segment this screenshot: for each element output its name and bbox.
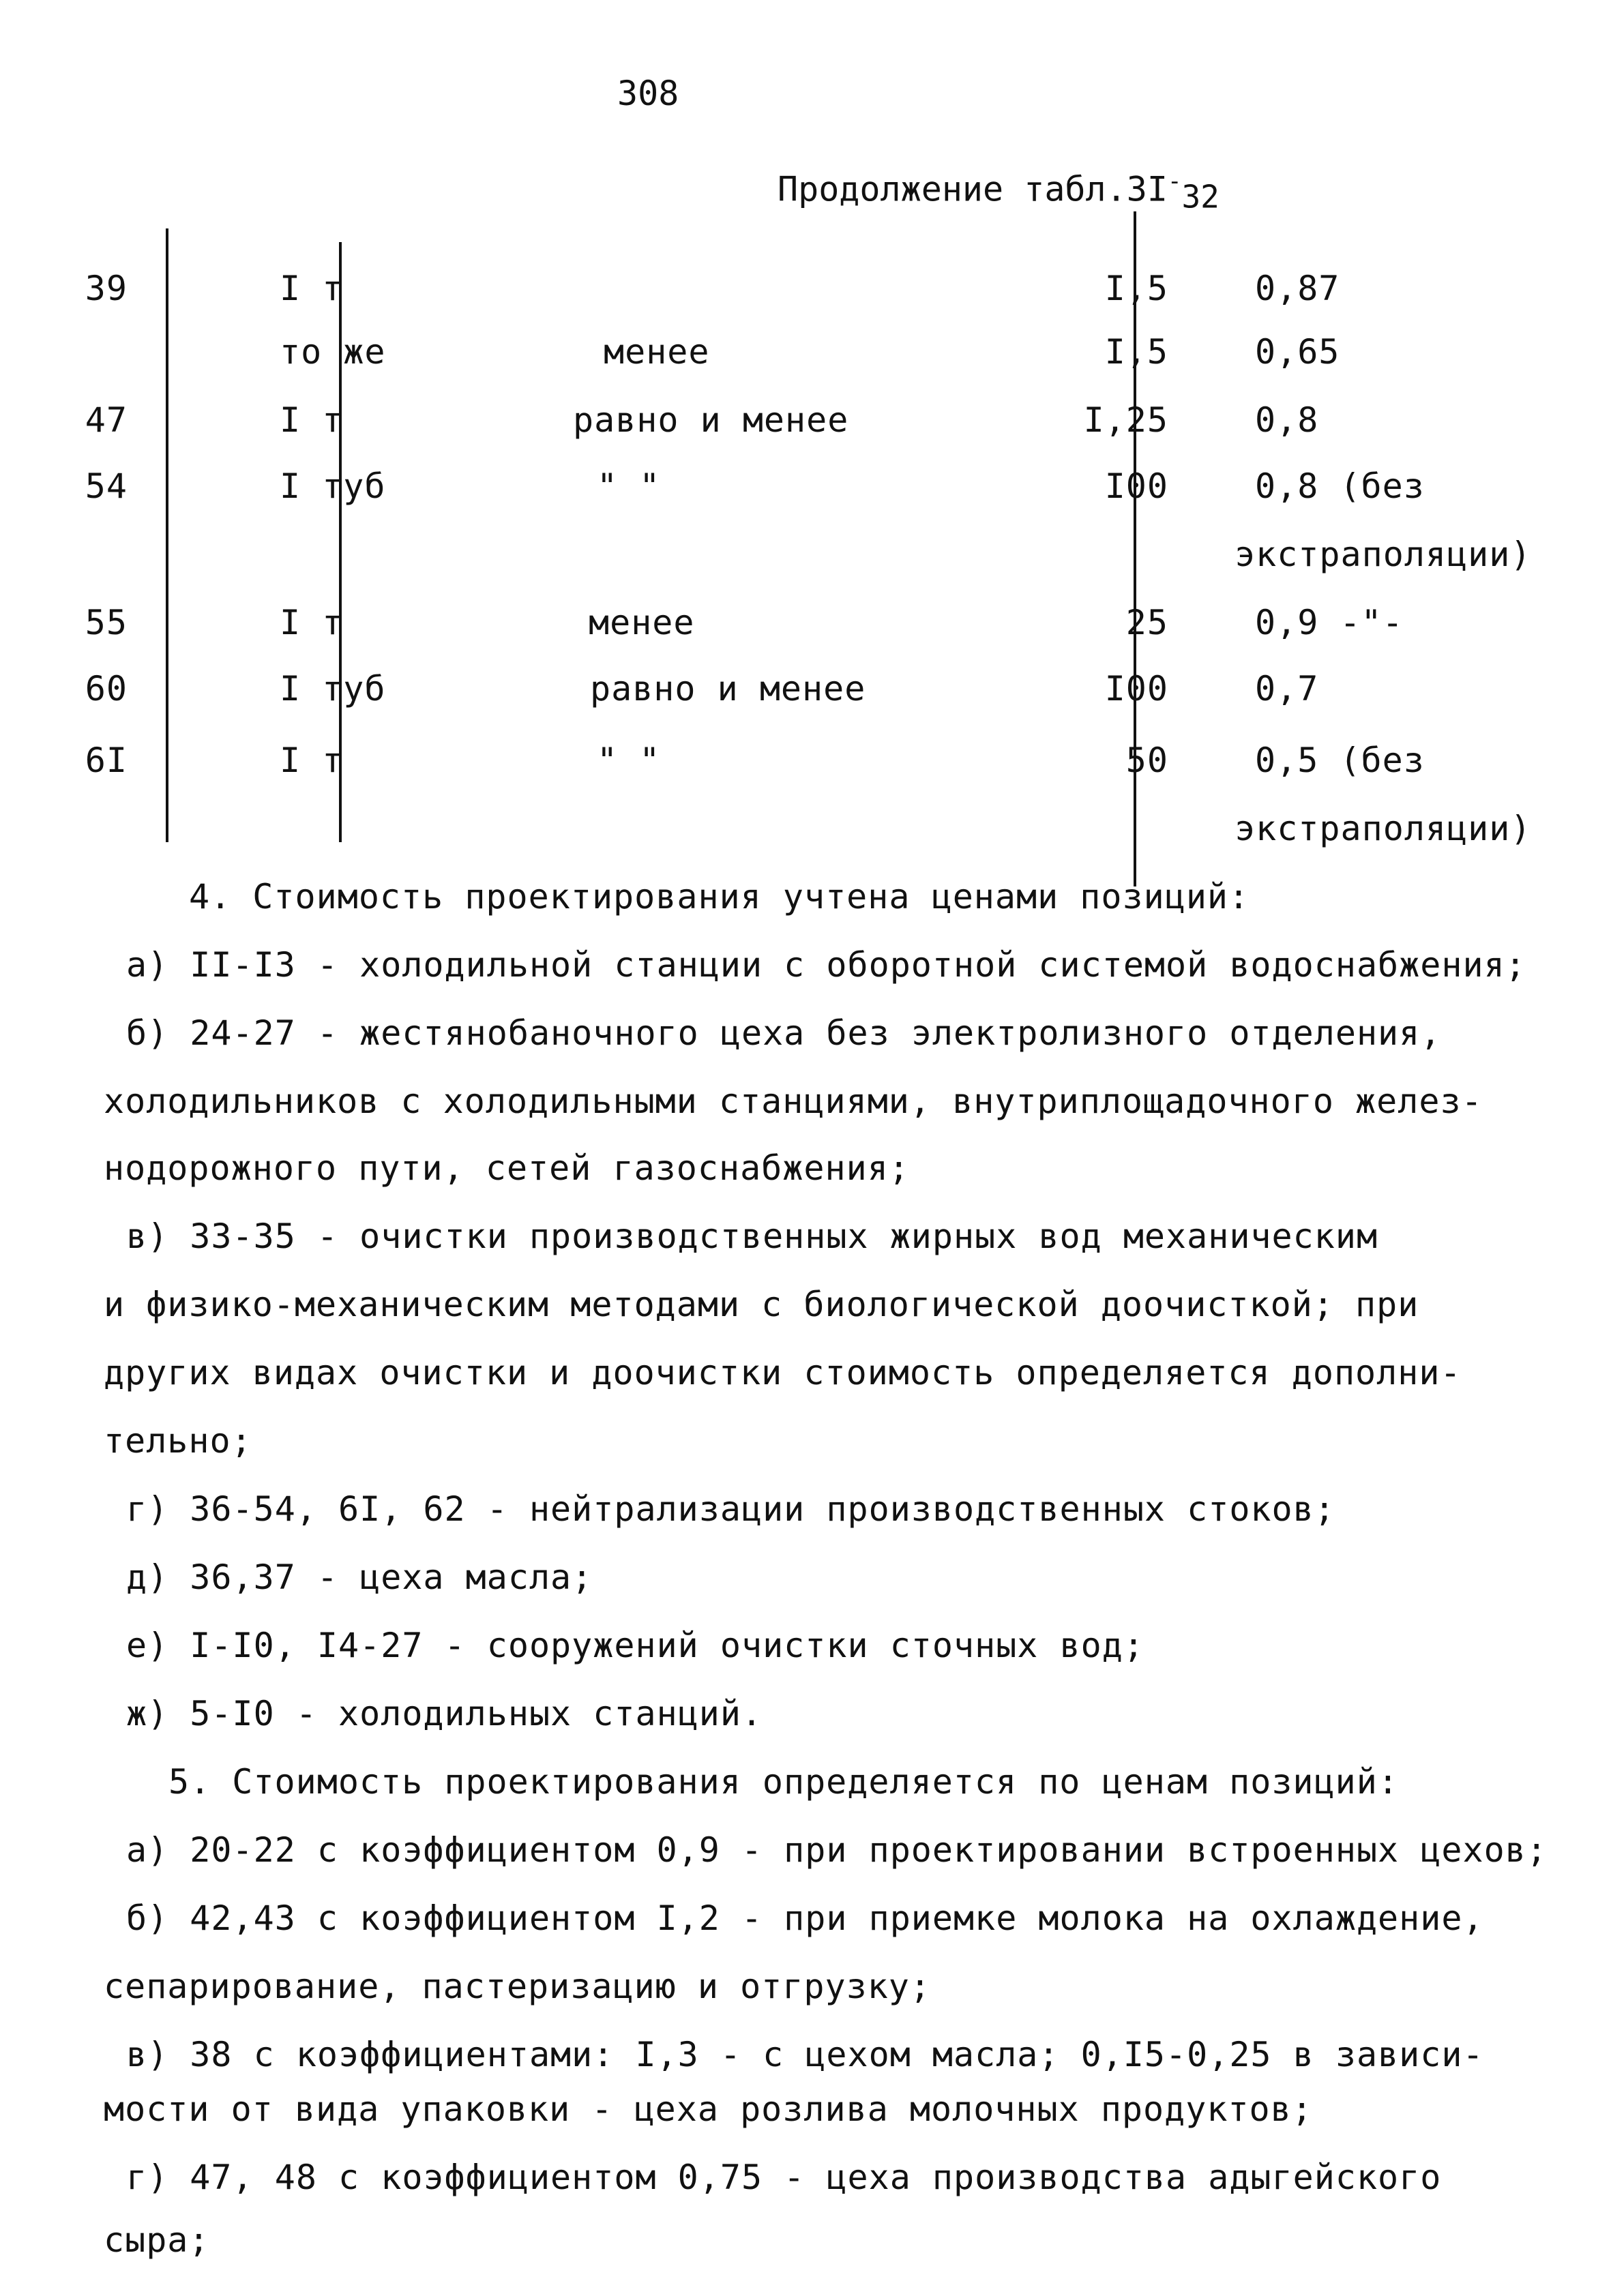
paragraph-line: б) 24-27 - жестянобаночного цеха без электролизного отделения,: [126, 1013, 1442, 1053]
row-condition: равно и менее: [590, 669, 866, 709]
row-value: I00: [1104, 466, 1168, 506]
paragraph-line: в) 38 с коэффициентами: I,3 - с цехом масла; 0,I5-0,25 в зависи-: [126, 2035, 1484, 2074]
caption-dash: -: [1167, 168, 1182, 195]
row-value: I00: [1104, 669, 1168, 709]
row-number: 39: [85, 269, 128, 308]
row-coefficient: 0,65: [1255, 332, 1340, 372]
page-number: 308: [617, 74, 679, 113]
row-unit: I туб: [280, 466, 386, 506]
caption-prefix: Продолжение табл.: [778, 169, 1127, 209]
row-coefficient: 0,87: [1255, 269, 1340, 308]
table-row: [72, 331, 1572, 372]
paragraph-line: б) 42,43 с коэффициентом I,2 - при приемке молока на охлаждение,: [126, 1898, 1484, 1938]
row-value: I,25: [1083, 400, 1168, 440]
paragraph-line: тельно;: [104, 1421, 252, 1461]
paragraph-line: г) 36-54, 6I, 62 - нейтрализации производственных стоков;: [126, 1489, 1335, 1529]
table-row: [72, 602, 1572, 643]
paragraph-line: 5. Стоимость проектирования определяется по ценам позиций:: [168, 1762, 1399, 1802]
paragraph-line: г) 47, 48 с коэффициентом 0,75 - цеха производства адыгейского: [126, 2158, 1442, 2197]
row-condition: " ": [597, 466, 661, 506]
row-coefficient: 0,8: [1255, 400, 1319, 440]
paragraph-line: и физико-механическим методами с биологической доочисткой; при: [104, 1285, 1419, 1324]
row-unit: I туб: [280, 669, 386, 709]
row-value: I,5: [1104, 269, 1168, 308]
paragraph-line: других видах очистки и доочистки стоимость определяется дополни-: [104, 1353, 1462, 1392]
row-coefficient: 0,9 -"-: [1255, 603, 1404, 642]
row-number: 60: [85, 669, 128, 709]
row-value: I,5: [1104, 332, 1168, 372]
row-condition: равно и менее: [573, 400, 849, 440]
caption-part2: 32: [1181, 178, 1220, 215]
row-number: 54: [85, 466, 128, 506]
table-row: [72, 268, 1572, 309]
paragraph-line: холодильников с холодильными станциями, внутриплощадочного желез-: [104, 1082, 1483, 1121]
paragraph-line: ж) 5-I0 - холодильных станций.: [126, 1694, 763, 1733]
table-row: [72, 808, 1572, 849]
row-value: 50: [1125, 741, 1168, 780]
row-coefficient: 0,8 (без: [1255, 466, 1425, 506]
table-caption: [778, 168, 1220, 215]
table-row: [72, 740, 1572, 781]
row-coefficient: 0,7: [1255, 669, 1319, 709]
row-number: 47: [85, 400, 128, 440]
paragraph-line: а) II-I3 - холодильной станции с оборотной системой водоснабжения;: [126, 945, 1526, 985]
paragraph-line: сыра;: [104, 2220, 210, 2260]
row-unit: I т: [280, 741, 344, 780]
table-row: [72, 668, 1572, 709]
row-number: 55: [85, 603, 128, 642]
paragraph-line: мости от вида упаковки - цеха розлива молочных продуктов;: [104, 2089, 1313, 2129]
paragraph-line: сепарирование, пастеризацию и отгрузку;: [104, 1967, 931, 2006]
row-condition: менее: [589, 603, 695, 642]
row-coefficient: экстраполяции): [1235, 535, 1532, 574]
row-unit: то же: [280, 332, 386, 372]
paragraph-line: в) 33-35 - очистки производственных жирных вод механическим: [126, 1217, 1378, 1256]
row-unit: I т: [280, 269, 344, 308]
table-row: [72, 466, 1572, 507]
paragraph-line: а) 20-22 с коэффициентом 0,9 - при проектировании встроенных цехов;: [126, 1830, 1548, 1870]
paragraph-line: д) 36,37 - цеха масла;: [126, 1557, 593, 1597]
row-coefficient: 0,5 (без: [1255, 741, 1425, 780]
paragraph-line: е) I-I0, I4-27 - сооружений очистки сточных вод;: [126, 1626, 1144, 1665]
paragraph-line: нодорожного пути, сетей газоснабжения;: [104, 1148, 910, 1188]
row-number: 6I: [85, 741, 128, 780]
table-row: [72, 534, 1572, 575]
row-condition: " ": [597, 741, 661, 780]
row-condition: менее: [604, 332, 710, 372]
caption-part1: 3I: [1126, 169, 1168, 209]
row-unit: I т: [280, 603, 344, 642]
row-unit: I т: [280, 400, 344, 440]
row-coefficient: экстраполяции): [1235, 809, 1532, 848]
row-value: 25: [1125, 603, 1168, 642]
table-row: [72, 400, 1572, 441]
paragraph-line: 4. Стоимость проектирования учтена ценами позиций:: [189, 877, 1250, 916]
